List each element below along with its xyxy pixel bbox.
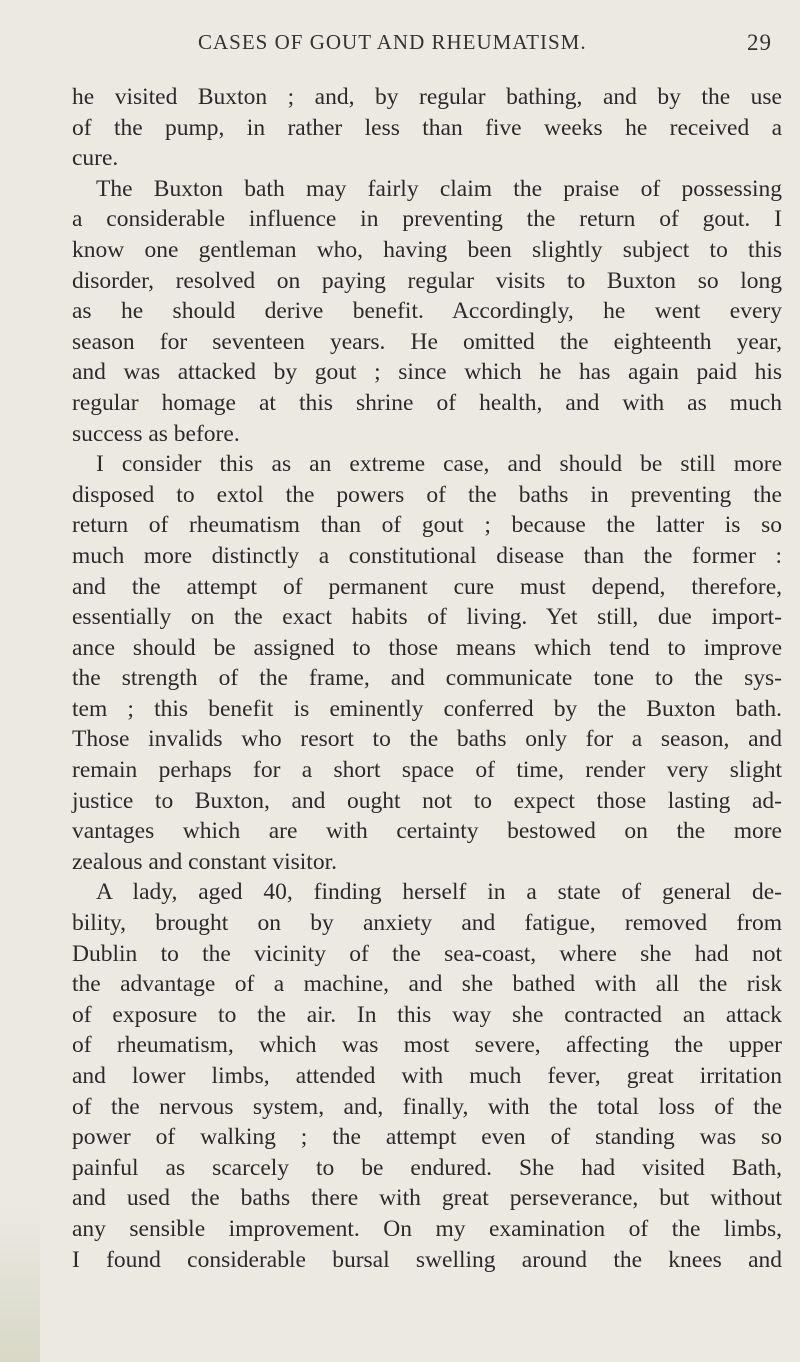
body-text [72,82,782,1275]
text-line: a considerable influence in preventing the return of gout. I [72,206,782,233]
text-line: regular homage at this shrine of health, and with as much [72,389,782,416]
text-line: know one gentleman who, having been slightly subject to this [72,236,782,263]
running-head [108,30,772,60]
text-line: the strength of the frame, and communicate tone to the sys- [72,665,782,692]
text-line: the advantage of a machine, and she bathed with all the risk [72,971,782,998]
page-number: 29 [747,30,772,55]
text-line: season for seventeen years. He omitted the eighteenth year, [72,328,782,355]
text-line: tem ; this benefit is eminently conferred by the Buxton bath. [72,695,782,722]
text-line: and lower limbs, attended with much fever, great irritation [72,1063,782,1089]
text-line: and was attacked by gout ; since which he has again paid his [72,359,782,386]
text-line: painful as scarcely to be endured. She had visited Bath, [72,1154,782,1181]
text-line: zealous and constant visitor. [72,848,337,875]
text-line: I consider this as an extreme case, and should be still more [96,451,782,478]
text-line: disorder, resolved on paying regular visits to Buxton so long [72,267,782,294]
text-line: of the nervous system, and, finally, with the total loss of the [72,1093,782,1120]
text-line: of rheumatism, which was most severe, affecting the upper [72,1032,782,1059]
text-line: Dublin to the vicinity of the sea-coast, where she had not [72,940,782,967]
text-line: return of rheumatism than of gout ; because the latter is so [72,512,782,539]
text-line: much more distinctly a constitutional disease than the former : [72,542,782,569]
text-line: he visited Buxton ; and, by regular bathing, and by the use [72,84,782,110]
page-stain [0,1202,40,1362]
text-line: ance should be assigned to those means which tend to improve [72,634,782,661]
text-line: A lady, aged 40, finding herself in a state of general de- [96,879,782,906]
running-title: CASES OF GOUT AND RHEUMATISM. [198,30,587,54]
text-line: justice to Buxton, and ought not to expect those lasting ad- [72,787,782,814]
text-line: essentially on the exact habits of living. Yet still, due import- [72,604,782,631]
text-line: The Buxton bath may fairly claim the praise of possessing [96,175,782,202]
text-line: as he should derive benefit. Accordingly, he went every [72,298,782,325]
text-line: vantages which are with certainty bestowed on the more [72,818,782,845]
text-line: remain perhaps for a short space of time, render very slight [72,757,782,784]
text-line: of the pump, in rather less than five weeks he received a [72,114,782,141]
text-line: and the attempt of permanent cure must depend, therefore, [72,573,782,600]
text-line: I found considerable bursal swelling around the knees and [72,1246,782,1273]
text-line: bility, brought on by anxiety and fatigue, removed from [72,910,782,937]
text-line: any sensible improvement. On my examination of the limbs, [72,1215,782,1242]
text-line: Those invalids who resort to the baths only for a season, and [72,726,782,753]
text-line: power of walking ; the attempt even of standing was so [72,1124,782,1151]
text-line: and used the baths there with great perseverance, but without [72,1185,782,1212]
text-line: success as before. [72,420,240,447]
text-line: cure. [72,145,119,172]
text-line: of exposure to the air. In this way she contracted an attack [72,1001,782,1028]
text-line: disposed to extol the powers of the baths in preventing the [72,481,782,508]
